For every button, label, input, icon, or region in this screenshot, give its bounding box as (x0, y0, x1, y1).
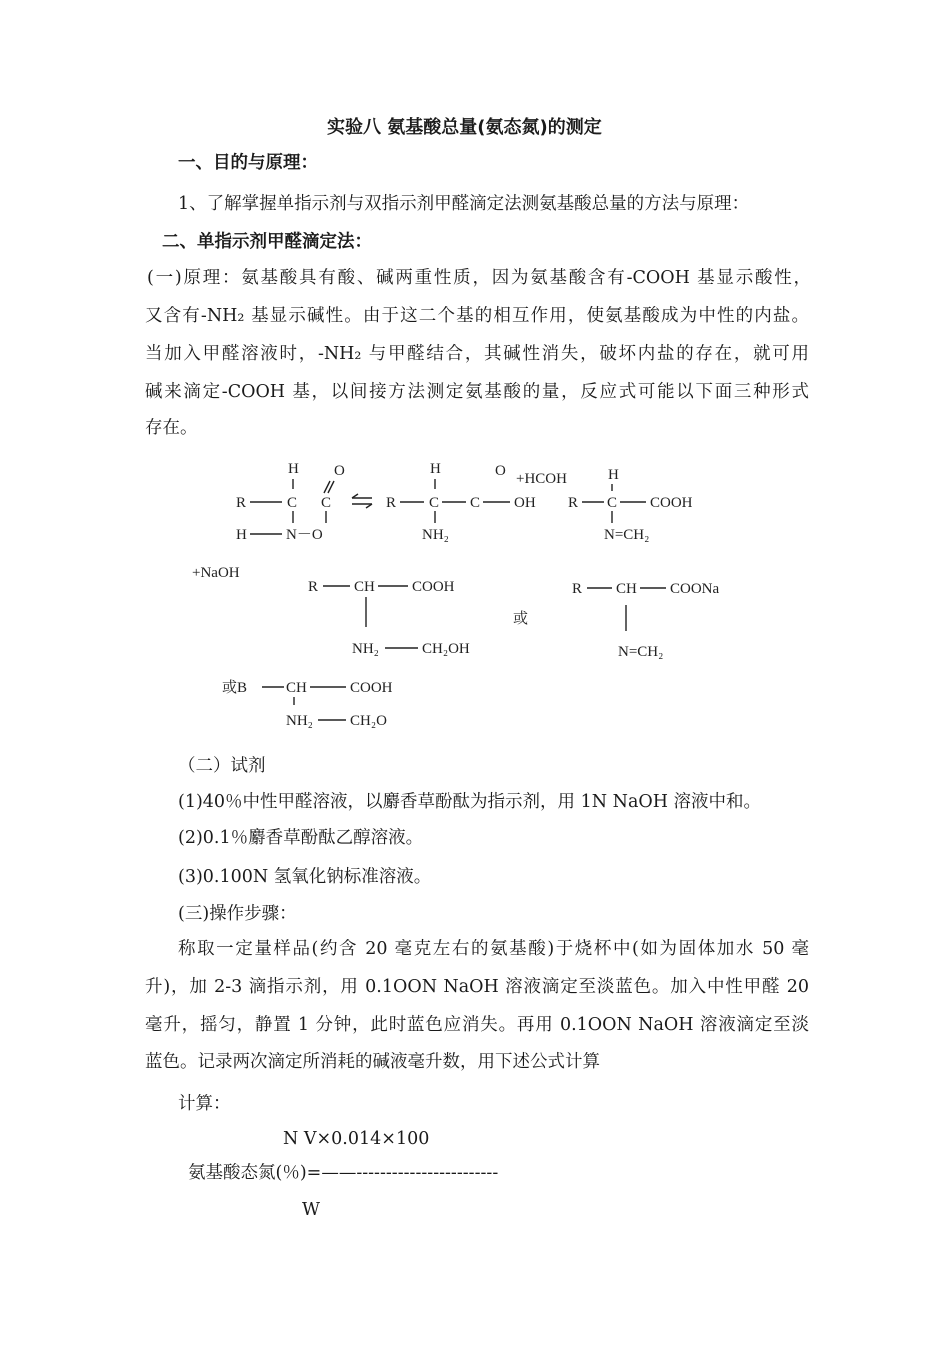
page-title: 实验八 氨基酸总量(氨态氮)的测定 (327, 117, 602, 138)
group-ch2o: CH₂O (350, 713, 387, 729)
atom-h: H (430, 461, 441, 477)
objective-item: 1、了解掌握单指示剂与双指示剂甲醛滴定法测氨基酸总量的方法与原理： (178, 194, 750, 214)
group-nh2: NH₂ (422, 527, 449, 543)
reagents-heading: （二）试剂 (178, 756, 266, 776)
atom-r: R (386, 495, 397, 511)
principle-line: 存在。 (145, 418, 198, 438)
group-nh2: NH₂ (352, 641, 379, 657)
or-label: 或 (513, 611, 529, 627)
steps-line: 蓝色。记录两次滴定所消耗的碱液毫升数，用下述公式计算 (145, 1052, 600, 1072)
atom-r: R (236, 495, 247, 511)
group-n-ch2: N=CH₂ (604, 527, 650, 543)
group-cooh: COOH (412, 579, 455, 595)
formula-lhs: 氨基酸态氮(％)=——------------------------ (188, 1163, 499, 1183)
reagent-item: (2)0.1％麝香草酚酞乙醇溶液。 (178, 828, 424, 848)
group-ch: CH (616, 581, 637, 597)
principle-line: 当加入甲醛溶液时，-NH₂ 与甲醛结合，其碱性消失，破坏内盐的存在，就可用 (145, 344, 809, 364)
group-ch2oh: CH₂OH (422, 641, 470, 657)
group-coona: COONa (670, 581, 720, 597)
or-b-label: 或B (222, 680, 248, 696)
group-oh: OH (514, 495, 536, 511)
atom-r: R (572, 581, 583, 597)
atom-c: C (470, 495, 481, 511)
atom-c: C (607, 495, 618, 511)
reagent-item: (1)40％中性甲醛溶液，以麝香草酚酞为指示剂，用 1N NaOH 溶液中和。 (178, 792, 762, 812)
atom-r: R (568, 495, 579, 511)
reagent-item: (3)0.100N 氢氧化钠标准溶液。 (178, 867, 432, 887)
calc-label: 计算： (178, 1094, 231, 1114)
group-nh2: NH₂ (286, 713, 313, 729)
steps-line: 毫升，摇匀，静置 1 分钟，此时蓝色应消失。再用 0.1OON NaOH 溶液滴定至淡 (145, 1015, 809, 1035)
group-n-ch2: N=CH₂ (618, 644, 664, 660)
formula-numerator: N V×0.014×100 (283, 1129, 430, 1149)
group-ch: CH (286, 680, 307, 696)
reagent-naoh: +NaOH (192, 565, 240, 581)
principle-line: 又含有-NH₂ 基显示碱性。由于这二个基的相互作用，使氨基酸成为中性的内盐。 (145, 306, 809, 326)
atom-h: H (288, 461, 299, 477)
principle-line: (一)原理：氨基酸具有酸、碱两重性质，因为氨基酸含有-COOH 基显示酸性， (147, 268, 811, 288)
atom-c: C (287, 495, 298, 511)
steps-line: 称取一定量样品(约含 20 毫克左右的氨基酸)于烧杯中(如为固体加水 50 毫 (178, 939, 809, 959)
steps-heading: (三)操作步骤： (178, 904, 297, 924)
atom-h: H (608, 467, 619, 483)
group-cooh: COOH (350, 680, 393, 696)
atom-c: C (321, 495, 332, 511)
group-cooh: COOH (650, 495, 693, 511)
atom-r: R (308, 579, 319, 595)
reaction-diagram (180, 455, 760, 745)
atom-o: O (495, 463, 506, 479)
group-ch: CH (354, 579, 375, 595)
section-heading-1: 一、目的与原理： (178, 153, 318, 173)
atom-n-o: N－O (286, 527, 323, 543)
section-heading-2: 二、单指示剂甲醛滴定法： (162, 232, 372, 252)
principle-line: 碱来滴定-COOH 基，以间接方法测定氨基酸的量，反应式可能以下面三种形式 (145, 382, 809, 402)
atom-o: O (334, 463, 345, 479)
steps-line: 升)，加 2-3 滴指示剂，用 0.1OON NaOH 溶液滴定至淡蓝色。加入中性甲醛 20 (145, 977, 809, 997)
atom-h: H (236, 527, 247, 543)
formula-denominator: W (302, 1200, 320, 1220)
atom-c: C (429, 495, 440, 511)
reagent-hcoh: +HCOH (516, 471, 567, 487)
